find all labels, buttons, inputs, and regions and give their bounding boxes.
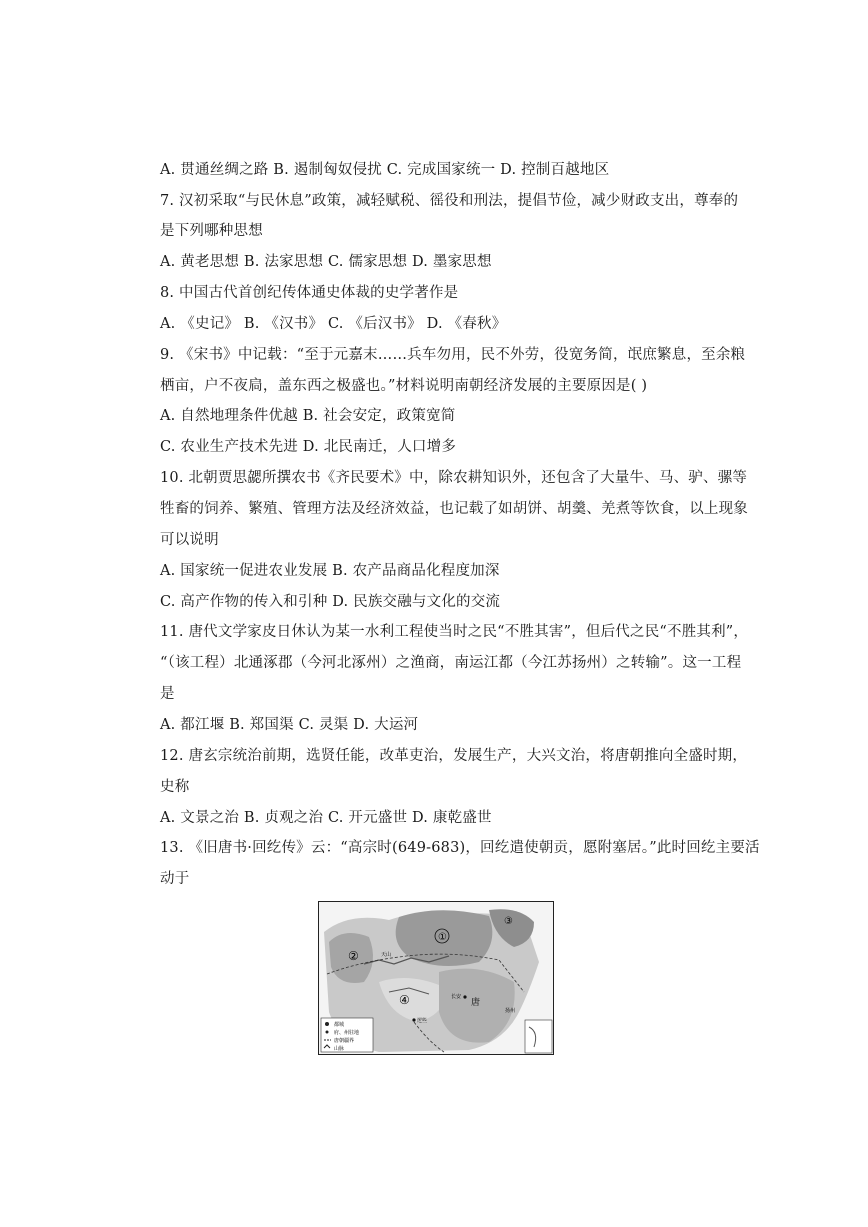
q8-stem: 8. 中国古代首创纪传体通史体裁的史学著作是 [160, 285, 459, 301]
region-label-1: ① [438, 932, 447, 943]
q9-stem-cont: 栖亩，户不夜扃，盖东西之极盛也。”材料说明南朝经济发展的主要原因是( ) [160, 378, 648, 394]
q11-stem-cont: “（该工程）北通涿郡（今河北涿州）之渔商，南运江都（今江苏扬州）之转输”。这一工程 [160, 655, 742, 671]
q10-stem-end: 可以说明 [160, 532, 219, 548]
place-yangzhou: 扬州 [505, 1008, 516, 1014]
q13-stem: 13. 《旧唐书·回纥传》云：“高宗时(649-683)，回纥遣使朝贡，愿附塞居。”此时回纥主要活 [160, 840, 760, 856]
q11-options: A. 都江堰 B. 郑国渠 C. 灵渠 D. 大运河 [160, 717, 419, 733]
q9-options-ab: A. 自然地理条件优越 B. 社会安定，政策宽简 [160, 408, 456, 424]
q7-stem: 7. 汉初采取“与民休息”政策，减轻赋税、徭役和刑法，提倡节俭，减少财政支出，尊奉的 [160, 193, 739, 209]
q8-options: A. 《史记》 B. 《汉书》 C. 《后汉书》 D. 《春秋》 [160, 316, 507, 332]
legend-mountain: 山脉 [334, 1046, 345, 1052]
q10-options-cd: C. 高产作物的传入和引种 D. 民族交融与文化的交流 [160, 594, 501, 610]
place-luoxie: 逻些 [417, 1018, 428, 1024]
q12-stem: 12. 唐玄宗统治前期，选贤任能，改革吏治，发展生产，大兴文治，将唐朝推向全盛时期， [160, 748, 748, 764]
map-drawing [319, 902, 553, 1054]
region-label-2: ② [348, 949, 359, 963]
q6-options: A. 贯通丝绸之路 B. 遏制匈奴侵扰 C. 完成国家统一 D. 控制百越地区 [160, 162, 610, 178]
q10-stem: 10. 北朝贾思勰所撰农书《齐民要术》中，除农耕知识外，还包含了大量牛、马、驴、骡等 [160, 470, 748, 486]
q11-stem: 11. 唐代文学家皮日休认为某一水利工程使当时之民“不胜其害”，但后代之民“不胜其利”， [160, 624, 749, 640]
legend-prefecture: 府、州驻地 [334, 1030, 360, 1036]
place-tang: 唐 [471, 998, 481, 1008]
q10-options-ab: A. 国家统一促进农业发展 B. 农产品商品化程度加深 [160, 563, 500, 579]
place-changan: 长安 [451, 994, 462, 1000]
q12-options: A. 文景之治 B. 贞观之治 C. 开元盛世 D. 康乾盛世 [160, 810, 492, 826]
legend-border: 唐朝疆界 [334, 1038, 355, 1044]
q10-stem-cont: 牲畜的饲养、繁殖、管理方法及经济效益，也记载了如胡饼、胡羹、羌煮等饮食，以上现象 [160, 501, 748, 517]
legend-capital: 都城 [334, 1022, 345, 1028]
q9-stem: 9. 《宋书》中记载：“至于元嘉末……兵车勿用，民不外劳，役宽务简，氓庶繁息，至余粮 [160, 347, 746, 363]
q7-options: A. 黄老思想 B. 法家思想 C. 儒家思想 D. 墨家思想 [160, 254, 492, 270]
q11-stem-end: 是 [160, 686, 175, 702]
place-tianshan: 天山 [381, 952, 392, 958]
region-label-4: ④ [399, 993, 410, 1007]
q12-stem-cont: 史称 [160, 779, 190, 795]
region-label-3: ③ [504, 916, 513, 927]
q7-stem-cont: 是下列哪种思想 [160, 223, 263, 239]
q9-options-cd: C. 农业生产技术先进 D. 北民南迁，人口增多 [160, 439, 457, 455]
tang-dynasty-map [318, 901, 554, 1055]
q13-stem-cont: 动于 [160, 871, 190, 887]
